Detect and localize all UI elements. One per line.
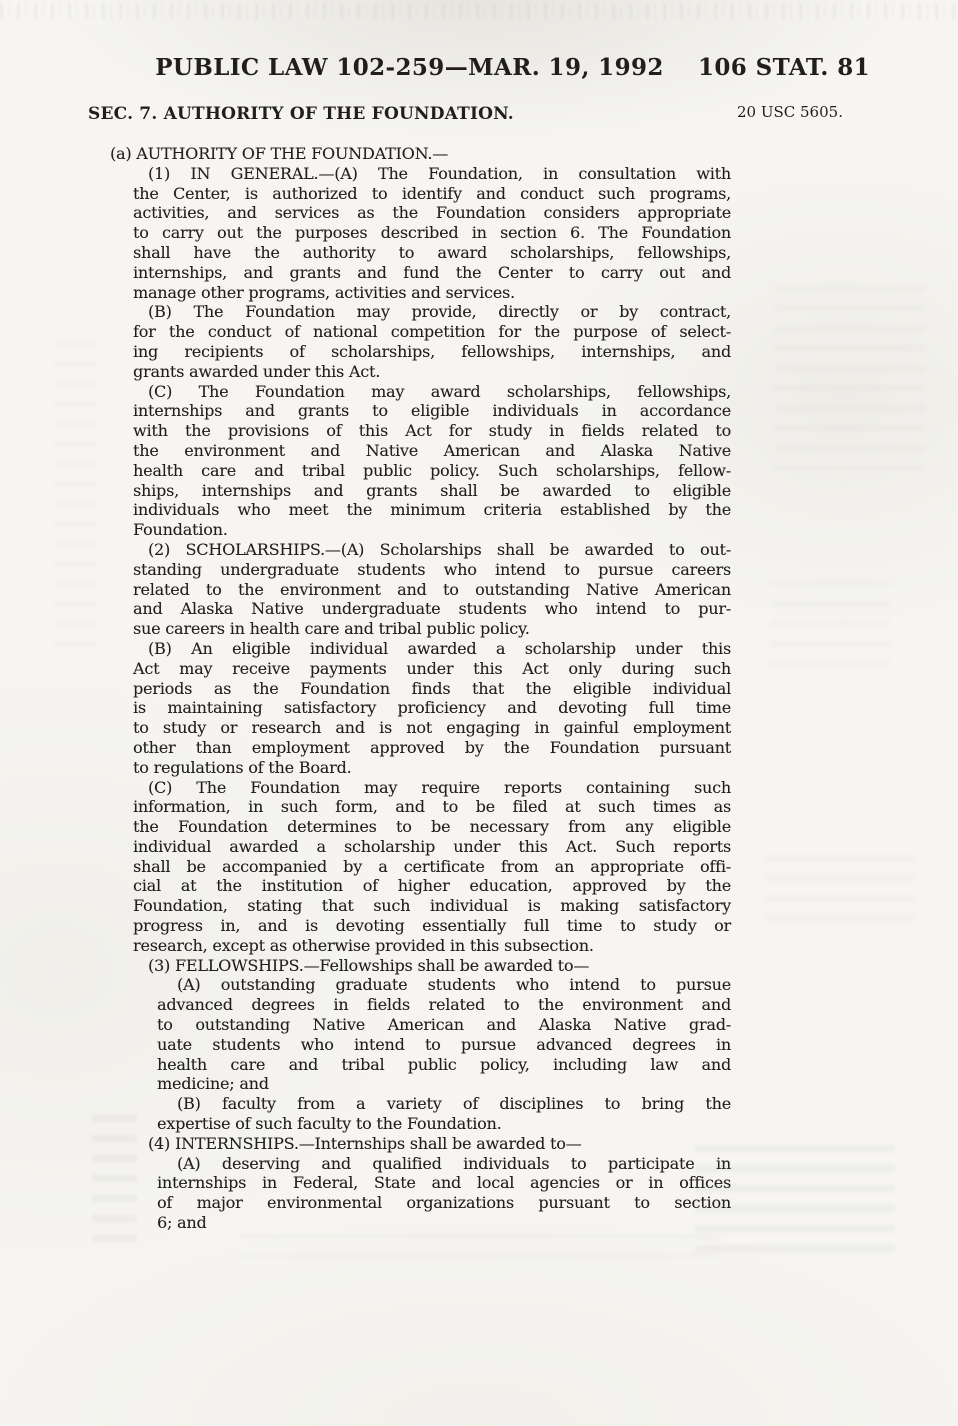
text-line: standing undergraduate students who intend to pursue careers xyxy=(133,559,731,579)
page-header-law-title: PUBLIC LAW 102-259—MAR. 19, 1992 xyxy=(155,54,664,81)
text-line: cial at the institution of higher education, approved by the xyxy=(133,876,731,896)
us-code-margin-note: 20 USC 5605. xyxy=(737,103,843,121)
text-line: with the provisions of this Act for study in fields related to xyxy=(133,421,731,441)
paragraph-3B xyxy=(157,1094,731,1134)
bleed-through-artifact xyxy=(55,340,95,660)
text-line: to regulations of the Board. xyxy=(133,757,352,777)
text-line: activities, and services as the Foundation considers appropriate xyxy=(133,203,731,223)
text-line: Act may receive payments under this Act only during such xyxy=(133,658,731,678)
text-line: medicine; and xyxy=(157,1074,269,1094)
text-line: Foundation. xyxy=(133,520,228,540)
text-line: individual awarded a scholarship under this Act. Such reports xyxy=(133,836,731,856)
text-line: internships and grants to eligible individuals in accordance xyxy=(133,401,731,421)
text-line: to study or research and is not engaging in gainful employment xyxy=(133,718,731,738)
text-line: sue careers in health care and tribal public policy. xyxy=(133,619,530,639)
text-line: for the conduct of national competition for the purpose of select- xyxy=(133,322,731,342)
text-line: uate students who intend to pursue advanced degrees in xyxy=(157,1034,731,1054)
text-line: other than employment approved by the Foundation pursuant xyxy=(133,737,731,757)
text-line: (A) outstanding graduate students who intend to pursue xyxy=(177,975,731,995)
paragraph-3-fellowships xyxy=(133,956,731,976)
paragraph-4A xyxy=(157,1154,731,1233)
text-line: (B) An eligible individual awarded a scholarship under this xyxy=(148,638,731,658)
text-line: (B) faculty from a variety of disciplines to bring the xyxy=(177,1094,731,1114)
text-line: shall have the authority to award scholarships, fellowships, xyxy=(133,242,731,262)
text-line: the Center, is authorized to identify and conduct such programs, xyxy=(133,183,731,203)
text-line: grants awarded under this Act. xyxy=(133,361,381,381)
subsection-a-heading: (a) AUTHORITY OF THE FOUNDATION.— xyxy=(110,144,449,163)
text-line: and Alaska Native undergraduate students who intend to pur- xyxy=(133,599,731,619)
text-line: to outstanding Native American and Alaska Native grad- xyxy=(157,1015,731,1035)
text-line: manage other programs, activities and services. xyxy=(133,282,515,302)
text-line: research, except as otherwise provided in this subsection. xyxy=(133,935,594,955)
text-line: expertise of such faculty to the Foundation. xyxy=(157,1114,502,1134)
text-line: (3) FELLOWSHIPS.—Fellowships shall be awarded to— xyxy=(148,955,590,975)
statute-body-text xyxy=(110,144,731,1233)
text-line: is maintaining satisfactory proficiency and devoting full time xyxy=(133,698,731,718)
scan-noise-band xyxy=(0,3,958,19)
section-heading: SEC. 7. AUTHORITY OF THE FOUNDATION. xyxy=(88,104,514,124)
text-line: to carry out the purposes described in section 6. The Foundation xyxy=(133,223,731,243)
text-line: internships in Federal, State and local agencies or in offices xyxy=(157,1173,731,1193)
text-line: Foundation, stating that such individual is making satisfactory xyxy=(133,896,731,916)
text-line: ships, internships and grants shall be awarded to eligible xyxy=(133,480,731,500)
text-line: internships, and grants and fund the Center to carry out and xyxy=(133,262,731,282)
paragraph-3A xyxy=(157,975,731,1094)
text-line: health care and tribal public policy. Such scholarships, fellow- xyxy=(133,460,731,480)
text-line: the environment and Native American and Alaska Native xyxy=(133,440,731,460)
text-line: of major environmental organizations pursuant to section xyxy=(157,1193,731,1213)
text-line: (A) deserving and qualified individuals to participate in xyxy=(177,1153,731,1173)
text-line: (C) The Foundation may require reports containing such xyxy=(148,777,731,797)
text-line: (1) IN GENERAL.—(A) The Foundation, in consultation with xyxy=(148,163,731,183)
bleed-through-artifact xyxy=(775,285,925,470)
bleed-through-artifact xyxy=(92,1115,137,1245)
text-line: progress in, and is devoting essentially full time to study or xyxy=(133,916,731,936)
text-line: related to the environment and to outstanding Native American xyxy=(133,579,731,599)
text-line: ing recipients of scholarships, fellowships, internships, and xyxy=(133,341,731,361)
bleed-through-artifact xyxy=(765,855,915,935)
text-line: 6; and xyxy=(157,1213,207,1233)
paragraph-2B xyxy=(133,639,731,778)
paragraph-1C xyxy=(133,382,731,540)
paragraph-1B xyxy=(133,302,731,381)
bleed-through-artifact xyxy=(770,580,890,670)
bleed-through-artifact xyxy=(240,1233,720,1259)
text-line: (B) The Foundation may provide, directly or by contract, xyxy=(148,302,731,322)
paragraph-4-internships xyxy=(133,1134,731,1154)
text-line: the Foundation determines to be necessary from any eligible xyxy=(133,817,731,837)
paragraph-1-in-general xyxy=(133,164,731,303)
text-line: (2) SCHOLARSHIPS.—(A) Scholarships shall be awarded to out- xyxy=(148,539,731,559)
text-line: advanced degrees in fields related to the environment and xyxy=(157,995,731,1015)
text-line: information, in such form, and to be filed at such times as xyxy=(133,797,731,817)
text-line: individuals who meet the minimum criteria established by the xyxy=(133,500,731,520)
text-line: (4) INTERNSHIPS.—Internships shall be awarded to— xyxy=(148,1133,582,1153)
paragraph-2C xyxy=(133,778,731,956)
text-line: health care and tribal public policy, including law and xyxy=(157,1054,731,1074)
text-line: periods as the Foundation finds that the eligible individual xyxy=(133,678,731,698)
text-line: shall be accompanied by a certificate from an appropriate offi- xyxy=(133,856,731,876)
paragraph-2-scholarships xyxy=(133,540,731,639)
page-header-stat-number: 106 STAT. 81 xyxy=(697,54,870,81)
text-line: (C) The Foundation may award scholarships, fellowships, xyxy=(148,381,731,401)
